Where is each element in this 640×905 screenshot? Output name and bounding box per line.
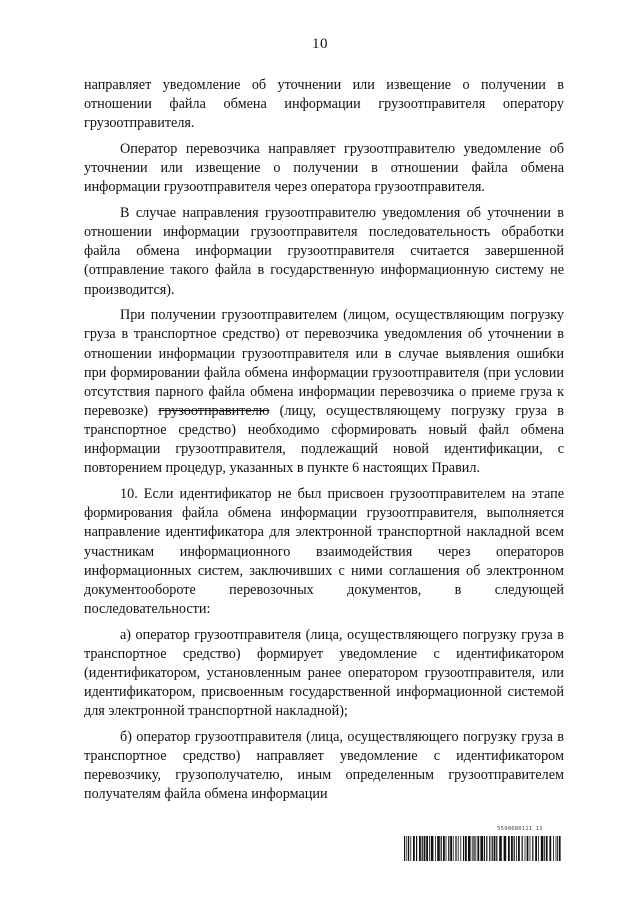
- paragraph-continuation: направляет уведомление об уточнении или извещение о получении в отношении файла обмена информации грузоотправителя оператору грузоотправителя.: [84, 77, 564, 132]
- paragraph-operator-notice: Оператор перевозчика направляет грузоотправителю уведомление об уточнении или извещение о получении в отношении файла обмена информации грузоотправителя через оператора грузоотправителя.: [84, 140, 564, 196]
- document-body: [84, 76, 564, 811]
- page-number: 10: [312, 36, 328, 52]
- paragraph-item-a: а) оператор грузоотправителя (лица, осуществляющего погрузку груза в транспортное средство) формирует уведомление с идентификатором (идентификатором, установленным ранее оператором грузоотправителя, или идентификатором, присвоенным государственной информационной системой для электронной транспортной накладной);: [84, 626, 564, 720]
- paragraph-new-file-text-2: (лицу, осуществляющему погрузку груза в транспортное средство) необходимо сформировать новый файл обмена информации грузоотправителя, подлежащий новой идентификации, с повторением процедур, указанных в пункте 6 настоящих Правил.: [84, 403, 564, 477]
- paragraph-item-b: б) оператор грузоотправителя (лица, осуществляющего погрузку груза в транспортное средство) направляет уведомление с идентификатором перевозчику, грузополучателю, иным определенным грузоотправителем получателям файла обмена информации: [84, 729, 564, 803]
- paragraph-new-file-text-1: При получении грузоотправителем (лицом, осуществляющим погрузку груза в транспортное средство) от перевозчика уведомления об уточнении в отношении информации грузоотправителя или в случае выявления ошибки при формировании файла обмена информации грузоотправителя (при условии отсутствия парного файла обмена информации перевозчика о приеме груза к перевозке): [84, 307, 564, 419]
- barcode-number: 5590680111 11: [497, 826, 543, 832]
- paragraph-new-file: [84, 306, 564, 478]
- paragraph-item-10: 10. Если идентификатор не был присвоен грузоотправителем на этапе формирования файла обмена информации грузоотправителя, выполняется направление идентификатора для электронной транспортной накладной всем участникам информационного взаимодействия через операторов информационных систем, заключивших с ними соглашения об электронном документообороте перевозочных документов, в следующей последовательности:: [84, 486, 564, 618]
- paragraph-processing-complete: В случае направления грузоотправителю уведомления об уточнении в отношении информации грузоотправителя последовательность обработки файла обмена информации грузоотправителя считается завершенной (отправление такого файла в государственную информационную систему не производится).: [84, 204, 564, 298]
- barcode-image: [404, 836, 564, 861]
- struck-word: грузоотправителю: [158, 403, 270, 419]
